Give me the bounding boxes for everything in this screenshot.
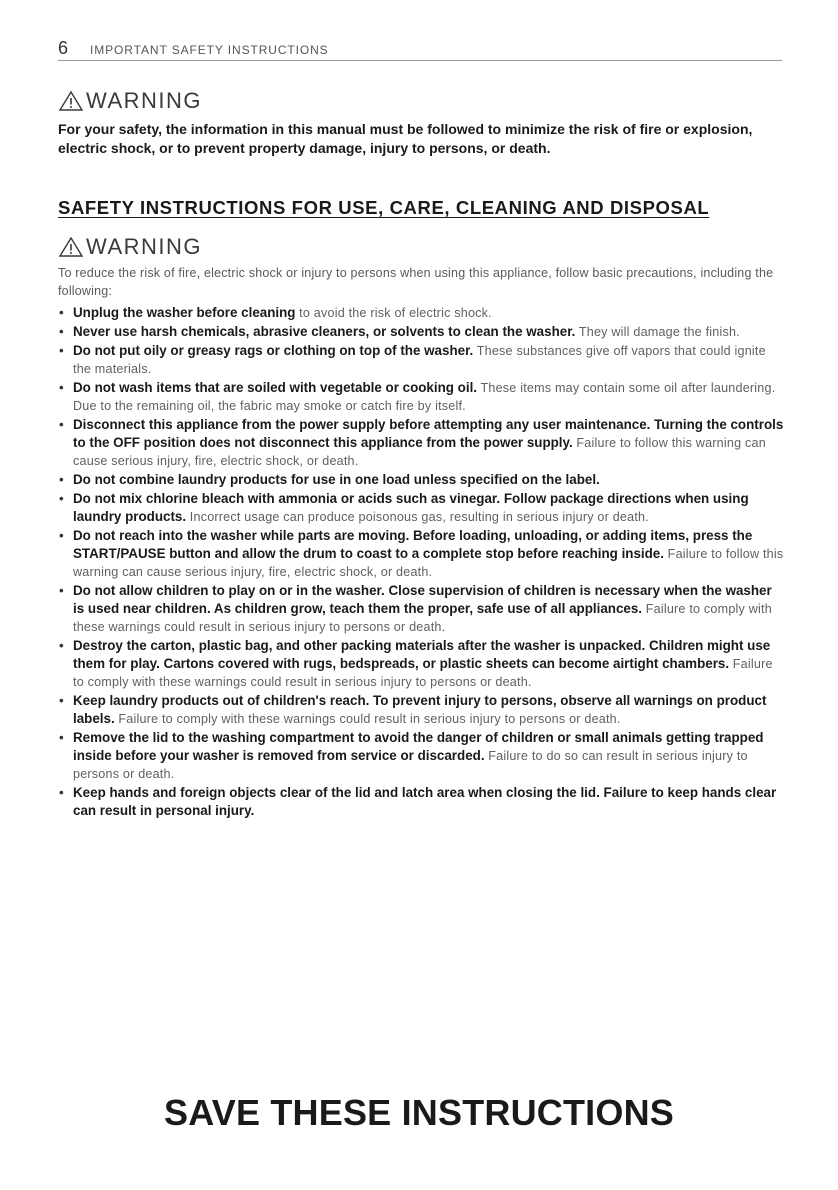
bullet-dot-icon: • bbox=[59, 417, 64, 432]
warning-triangle-icon bbox=[58, 236, 84, 258]
bullet-dot-icon: • bbox=[59, 305, 64, 320]
bullet-bold-text: Disconnect this appliance from the power supply before attempting any user maintenance. Turning the controls to the OFF position does not disconnect this appliance from the power supply. bbox=[73, 417, 784, 450]
warning-heading-top bbox=[58, 88, 202, 114]
list-item bbox=[58, 342, 784, 378]
bullet-normal-text: Failure to follow this warning can cause serious injury, fire, electric shock, or death. bbox=[73, 436, 766, 468]
bullet-bold-text: Do not combine laundry products for use in one load unless specified on the label. bbox=[73, 472, 600, 487]
bullet-dot-icon: • bbox=[59, 730, 64, 745]
bullet-bold-text: Keep laundry products out of children's reach. To prevent injury to persons, observe all warnings on product labels. bbox=[73, 693, 767, 726]
bullet-bold-text: Remove the lid to the washing compartment to avoid the danger of children or small animals getting trapped inside before your washer is removed from service or discarded. bbox=[73, 730, 764, 763]
bullet-dot-icon: • bbox=[59, 343, 64, 358]
list-item bbox=[58, 637, 784, 691]
list-item bbox=[58, 323, 784, 341]
bullet-normal-text: Failure to do so can result in serious injury to persons or death. bbox=[73, 749, 748, 781]
bullet-dot-icon: • bbox=[59, 528, 64, 543]
list-item bbox=[58, 416, 784, 470]
list-item bbox=[58, 729, 784, 783]
safety-bullet-list bbox=[58, 304, 784, 821]
bullet-bold-text: Do not mix chlorine bleach with ammonia or acids such as vinegar. Follow package directions when using laundry products. bbox=[73, 491, 749, 524]
bullet-dot-icon: • bbox=[59, 380, 64, 395]
bullet-normal-text: Failure to comply with these warnings could result in serious injury to persons or death. bbox=[73, 602, 772, 634]
bullet-bold-text: Do not put oily or greasy rags or clothing on top of the washer. bbox=[73, 343, 474, 358]
bullet-dot-icon: • bbox=[59, 472, 64, 487]
warning-text: For your safety, the information in this manual must be followed to minimize the risk of fire or explosion, electric shock, or to prevent property damage, injury to persons, or death. bbox=[58, 121, 753, 156]
bullet-normal-text: to avoid the risk of electric shock. bbox=[295, 306, 492, 320]
bullet-dot-icon: • bbox=[59, 693, 64, 708]
bullet-normal-text: Failure to follow this warning can cause serious injury, fire, electric shock, or death. bbox=[73, 547, 784, 579]
list-item bbox=[58, 527, 784, 581]
section-intro: To reduce the risk of fire, electric shock or injury to persons when using this appliance, follow basic precautions, including the following: bbox=[58, 266, 774, 298]
section-title: SAFETY INSTRUCTIONS FOR USE, CARE, CLEANING AND DISPOSAL bbox=[58, 197, 710, 218]
bullet-dot-icon: • bbox=[59, 324, 64, 339]
warning-heading-section bbox=[58, 234, 202, 260]
bullet-normal-text: Failure to comply with these warnings could result in serious injury to persons or death. bbox=[114, 712, 621, 726]
bullet-dot-icon: • bbox=[59, 785, 64, 800]
warning-label: WARNING bbox=[86, 234, 203, 259]
bullet-bold-text: Do not allow children to play on or in the washer. Close supervision of children is necessary when the washer is used near children. As children grow, teach them the proper, safe use of all appliances. bbox=[73, 583, 772, 616]
bullet-bold-text: Keep hands and foreign objects clear of the lid and latch area when closing the lid. Failure to keep hands clear can result in personal injury. bbox=[73, 785, 777, 818]
bullet-normal-text: These items may contain some oil after laundering. Due to the remaining oil, the fabric may smoke or catch fire by itself. bbox=[73, 381, 776, 413]
list-item bbox=[58, 692, 784, 728]
bullet-bold-text: Unplug the washer before cleaning bbox=[73, 305, 296, 320]
bullet-normal-text: Failure to comply with these warnings could result in serious injury to persons or death. bbox=[73, 657, 773, 689]
list-item bbox=[58, 471, 784, 489]
bullet-bold-text: Do not reach into the washer while parts are moving. Before loading, unloading, or adding items, press the START/PAUSE button and allow the drum to coast to a complete stop before reaching inside. bbox=[73, 528, 753, 561]
bullet-normal-text: They will damage the finish. bbox=[575, 325, 740, 339]
bullet-dot-icon: • bbox=[59, 638, 64, 653]
warning-label: WARNING bbox=[86, 88, 203, 113]
bullet-normal-text: These substances give off vapors that could ignite the materials. bbox=[73, 344, 766, 376]
footer-title: SAVE THESE INSTRUCTIONS bbox=[164, 1092, 674, 1133]
bullet-dot-icon: • bbox=[59, 583, 64, 598]
bullet-bold-text: Do not wash items that are soiled with vegetable or cooking oil. bbox=[73, 380, 478, 395]
warning-triangle-icon bbox=[58, 90, 84, 112]
list-item bbox=[58, 490, 784, 526]
page-number: 6 bbox=[58, 38, 69, 58]
bullet-bold-text: Never use harsh chemicals, abrasive cleaners, or solvents to clean the washer. bbox=[73, 324, 576, 339]
list-item bbox=[58, 784, 784, 820]
header-title: IMPORTANT SAFETY INSTRUCTIONS bbox=[90, 43, 329, 57]
list-item bbox=[58, 582, 784, 636]
page-header bbox=[58, 36, 782, 61]
list-item bbox=[58, 304, 784, 322]
list-item bbox=[58, 379, 784, 415]
bullet-normal-text: Incorrect usage can produce poisonous gas, resulting in serious injury or death. bbox=[186, 510, 649, 524]
bullet-dot-icon: • bbox=[59, 491, 64, 506]
bullet-bold-text: Destroy the carton, plastic bag, and other packing materials after the washer is unpacked. Children might use them for play. Cartons covered with rugs, bedspreads, or plastic sheets can become airtight chambers. bbox=[73, 638, 771, 671]
